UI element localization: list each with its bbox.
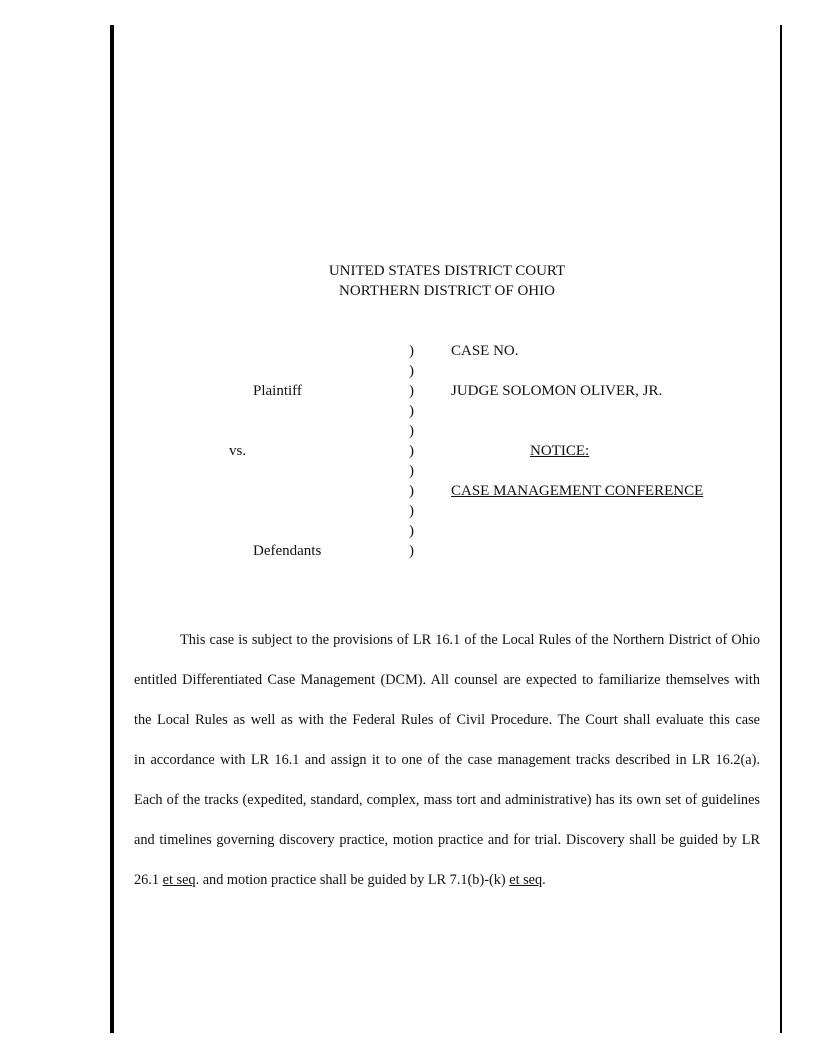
rule-reference: . and motion practice shall be guided by LR 7.1(b)-(k) — [195, 872, 506, 888]
judge-name: JUDGE SOLOMON OLIVER, JR. — [451, 383, 663, 399]
et-seq-citation: et seq — [162, 872, 196, 888]
body-line: This case is subject to the provisions of LR 16.1 of the Local Rules of the Northern District of Ohio — [180, 632, 760, 648]
caption-paren: ) — [409, 523, 414, 539]
defendants-label: Defendants — [253, 543, 322, 559]
right-margin-rule — [780, 25, 782, 1033]
body-line: and timelines governing discovery practice, motion practice and for trial. Discovery shall be guided by LR — [134, 832, 760, 848]
caption-paren: ) — [409, 343, 414, 359]
et-seq-citation: et seq — [509, 872, 543, 888]
versus-label: vs. — [229, 443, 247, 459]
caption-paren: ) — [409, 543, 414, 559]
caption-paren: ) — [409, 383, 414, 399]
caption-paren: ) — [409, 443, 414, 459]
caption-paren: ) — [409, 363, 414, 379]
rule-reference: 26.1 — [134, 872, 160, 888]
body-line: in accordance with LR 16.1 and assign it to one of the case management tracks described in LR 16.2(a). — [134, 752, 760, 768]
plaintiff-label: Plaintiff — [253, 383, 302, 399]
sentence-end: . — [542, 872, 546, 888]
body-line-final — [134, 860, 760, 900]
notice-body-paragraph — [134, 620, 760, 900]
caption-paren: ) — [409, 403, 414, 419]
left-margin-rule — [110, 25, 114, 1033]
case-number-label: CASE NO. — [451, 343, 519, 359]
body-line: entitled Differentiated Case Management (DCM). All counsel are expected to familiarize themselves with — [134, 672, 760, 688]
court-district: NORTHERN DISTRICT OF OHIO — [339, 283, 555, 299]
caption-paren: ) — [409, 463, 414, 479]
court-name: UNITED STATES DISTRICT COURT — [328, 263, 566, 279]
notice-title: NOTICE: — [530, 443, 590, 459]
notice-subject: CASE MANAGEMENT CONFERENCE — [451, 483, 704, 499]
caption-paren: ) — [409, 423, 414, 439]
caption-paren: ) — [409, 483, 414, 499]
body-line: Each of the tracks (expedited, standard, complex, mass tort and administrative) has its own set of guidelines — [134, 792, 760, 808]
body-line: the Local Rules as well as with the Federal Rules of Civil Procedure. The Court shall evaluate this case — [134, 712, 760, 728]
caption-paren: ) — [409, 503, 414, 519]
caption-divider — [409, 341, 421, 561]
